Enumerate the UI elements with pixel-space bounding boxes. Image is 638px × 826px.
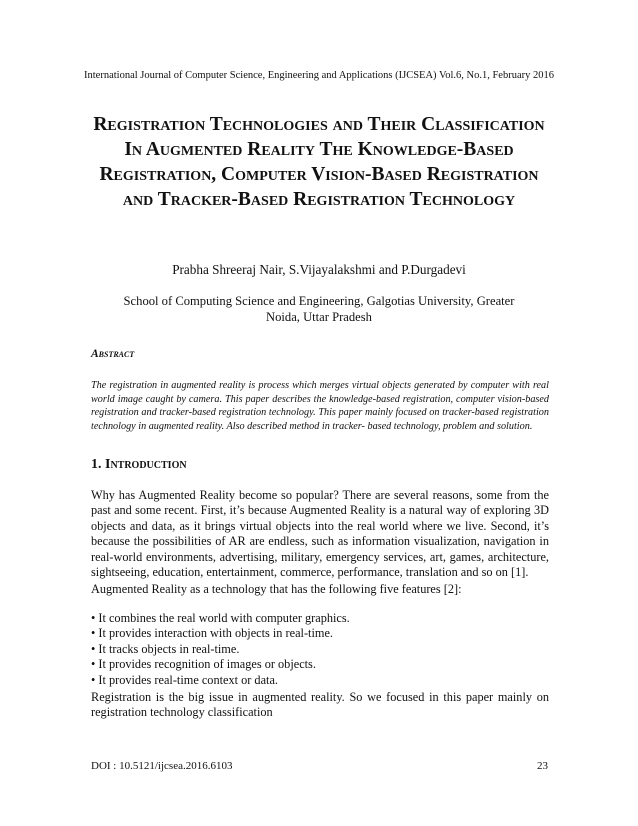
author-list: Prabha Shreeraj Nair, S.Vijayalakshmi and P.Durgadevi — [172, 262, 466, 277]
list-item: • It provides real-time context or data. — [91, 673, 549, 688]
intro-paragraph-1: Why has Augmented Reality become so popular? There are several reasons, some from the past and some recent. First, it’s because Augmented Reality is a natural way of exploring 3D objects and data, as it brings virtual objects into the real world where we live. Second, it’s because the possibilities of AR are endless, such as information visualization, navigation in real-world environments, advertising, military, emergency services, art, games, architecture, sightseeing, education, entertainment, commerce, performance, translation and so on [1]. — [91, 488, 549, 580]
list-item: • It provides interaction with objects in real-time. — [91, 626, 549, 641]
journal-header: International Journal of Computer Science, Engineering and Applications (IJCSEA) Vol.6, No.1, February 2016 — [84, 70, 554, 81]
list-item: • It provides recognition of images or objects. — [91, 657, 549, 672]
paper-title — [90, 112, 548, 212]
abstract-heading: Abstract — [91, 348, 135, 360]
section-heading-introduction: 1. Introduction — [91, 457, 187, 472]
intro-paragraph-2: Augmented Reality as a technology that has the following five features [2]: — [91, 582, 462, 596]
list-item: • It combines the real world with computer graphics. — [91, 611, 549, 626]
paper-title-text: Registration Technologies and Their Classification In Augmented Reality The Knowledge-Based Registration, Computer Vision-Based Registration and Tracker-Based Registration Technology — [93, 114, 545, 210]
page-number: 23 — [537, 760, 548, 772]
feature-list — [91, 611, 549, 688]
list-item: • It tracks objects in real-time. — [91, 642, 549, 657]
doi-footer: DOI : 10.5121/ijcsea.2016.6103 — [91, 760, 233, 772]
abstract-text: The registration in augmented reality is process which merges virtual objects generated by computer with real world image caught by camera. This paper describes the knowledge-based registration, computer vision-based registration and tracker-based registration technology. This paper mainly focused on tracker-based registration technology in augmented reality. Also described method in tracker- based technology, problem and solution. — [91, 380, 549, 432]
affiliation: School of Computing Science and Engineering, Galgotias University, Greater Noida, Uttar Pradesh — [123, 294, 515, 324]
intro-paragraph-3: Registration is the big issue in augmented reality. So we focused in this paper mainly on registration technology classification — [91, 690, 549, 720]
